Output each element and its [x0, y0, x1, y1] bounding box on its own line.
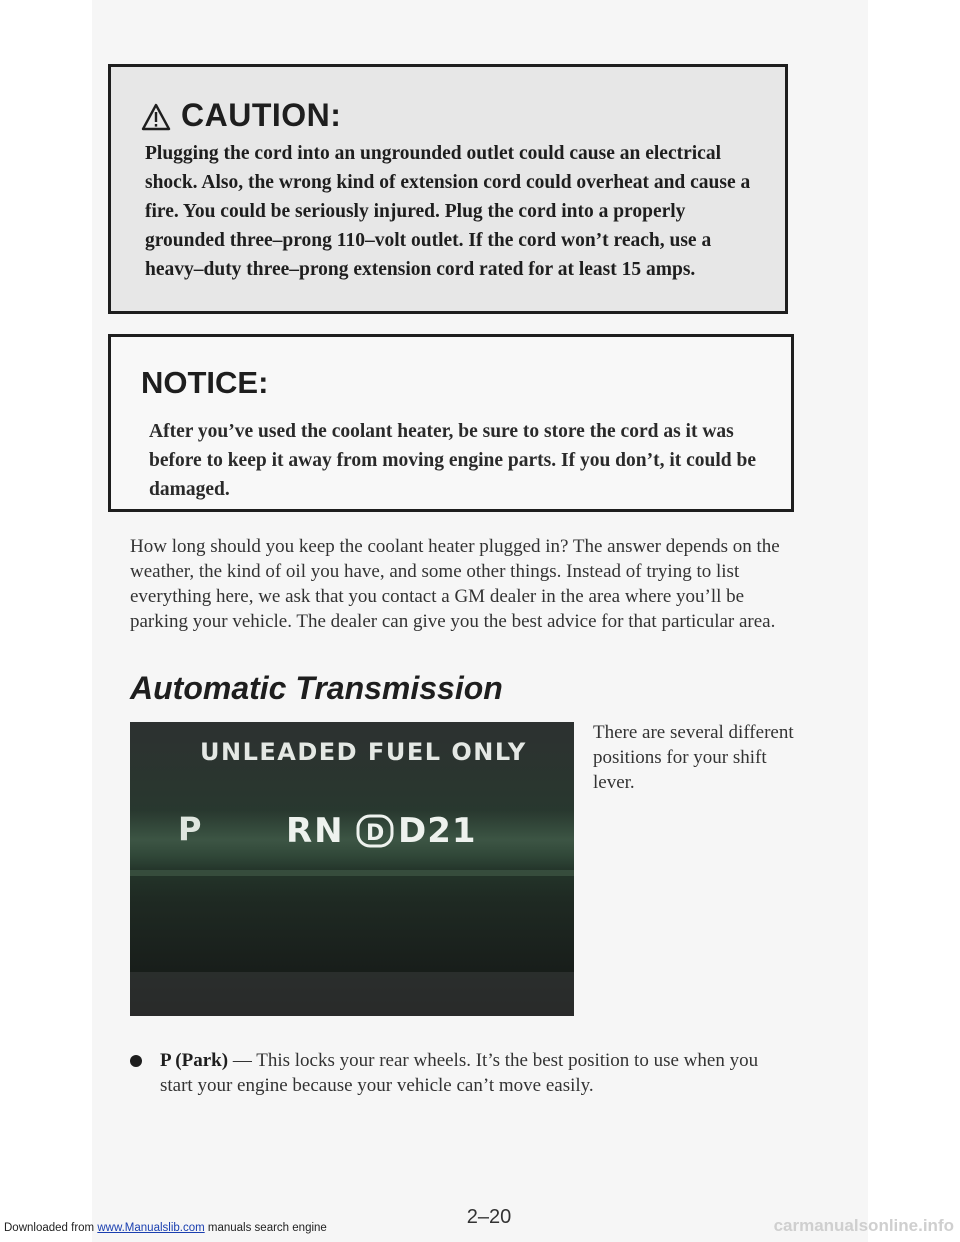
shift-indicator-photo: [130, 722, 574, 1016]
bullet-icon: [130, 1055, 142, 1067]
gear-label-right: D21: [398, 811, 477, 851]
caution-title: CAUTION:: [181, 97, 342, 133]
park-term: P (Park): [160, 1050, 229, 1071]
caution-heading: [141, 97, 341, 134]
notice-text: After you’ve used the coolant heater, be sure to store the cord as it was before to keep it away from moving engine parts. If you don’t, it could be damaged.: [149, 421, 757, 500]
section-heading: Automatic Transmission: [130, 670, 503, 706]
park-bullet: [130, 1048, 790, 1098]
notice-box: [108, 334, 794, 512]
download-watermark: Downloaded from www.Manualslib.com manuals search engine: [4, 1222, 327, 1234]
caution-box: [108, 64, 788, 314]
svg-text:D: D: [366, 821, 385, 846]
warning-triangle-icon: [141, 102, 171, 130]
site-logo-watermark: carmanualsonline.info: [773, 1216, 954, 1235]
coolant-heater-paragraph: How long should you keep the coolant heater plugged in? The answer depends on the weather, the kind of oil you have, and some other things. Instead of trying to list everything here, we ask that you contact a GM dealer in the area where you’ll be parking your vehicle. The dealer can give you the best advice for that particular area.: [130, 536, 780, 632]
photo-top-text: UNLEADED FUEL ONLY: [200, 738, 527, 766]
notice-title: NOTICE:: [141, 365, 269, 400]
page-number: 2–20: [466, 1206, 512, 1228]
gear-label-left: RN: [286, 811, 345, 851]
shift-lever-text: There are several different positions for your shift lever.: [593, 722, 794, 793]
gear-indicator-letter: P: [178, 810, 202, 848]
park-description: — This locks your rear wheels. It’s the best position to use when you start your engine because your vehicle can’t move easily.: [160, 1050, 759, 1096]
caution-text: Plugging the cord into an ungrounded outlet could cause an electrical shock. Also, the wrong kind of extension cord could overheat and cause a fire. You could be seriously injured. Plug the cord into a properly grounded three–prong 110–volt outlet. If the cord won’t reach, use a heavy–duty three–prong extension cord rated for at least 15 amps.: [145, 143, 751, 280]
manualslib-link[interactable]: www.Manualslib.com: [97, 1222, 205, 1234]
